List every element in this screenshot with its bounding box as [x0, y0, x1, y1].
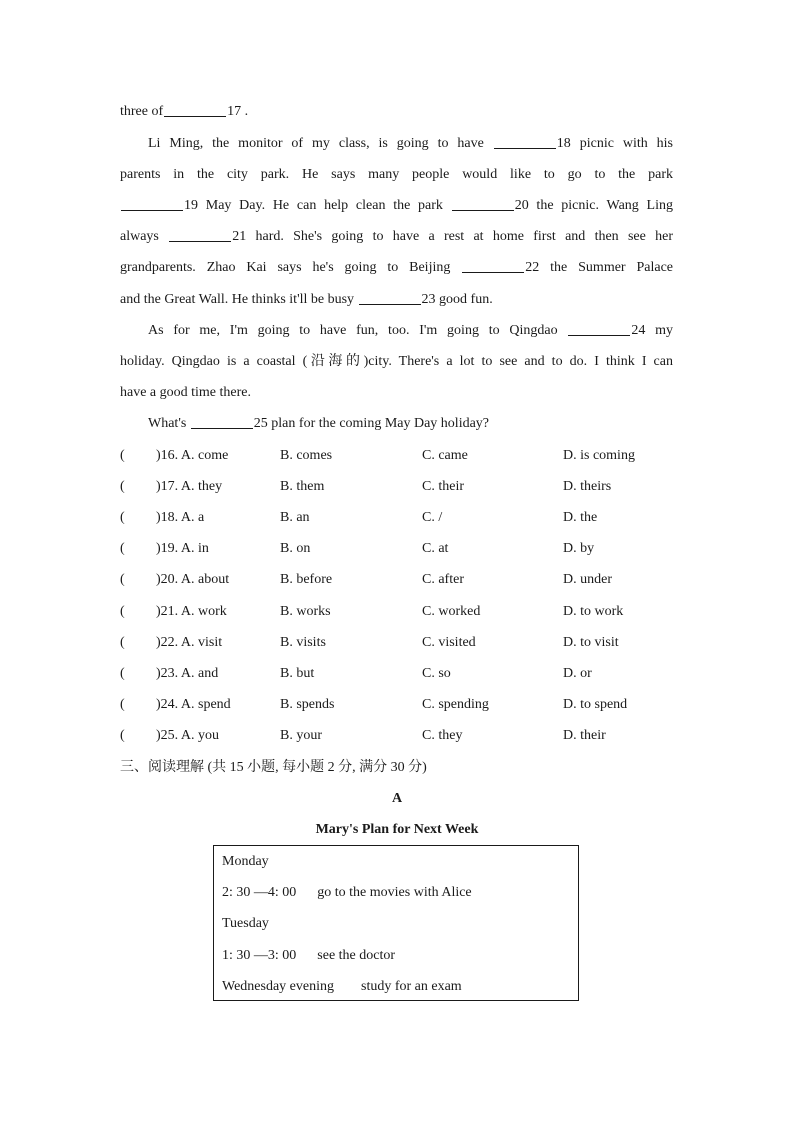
passage-text: three of [120, 104, 164, 119]
option-d: D. to work [563, 604, 624, 619]
plan-time: 1: 30 —3: 00 [222, 948, 297, 963]
plan-day: Monday [222, 854, 269, 869]
option-b: B. spends [280, 697, 335, 712]
passage-line [148, 414, 673, 434]
question-row [120, 539, 680, 559]
answer-paren: ( [120, 635, 125, 650]
passage-text: 20 the picnic. Wang Ling [514, 198, 673, 213]
option-b: B. an [280, 510, 310, 525]
question-row [120, 508, 680, 528]
option-c: C. they [422, 728, 463, 743]
option-c: C. worked [422, 604, 481, 619]
option-c: C. after [422, 572, 464, 587]
plan-event: study for an exam [361, 979, 462, 994]
question-row [120, 570, 680, 590]
option-b: B. but [280, 666, 315, 681]
plan-time: 2: 30 —4: 00 [222, 885, 297, 900]
question-row [120, 633, 680, 653]
passage-text: and the Great Wall. He thinks it'll be busy [120, 292, 355, 307]
option-c: C. / [422, 510, 443, 525]
passage-text: 19 May Day. He can help clean the park [184, 198, 443, 213]
passage-text: 17 . [227, 104, 249, 119]
option-a: )17. A. they [156, 479, 223, 494]
question-row [120, 726, 680, 746]
option-a: )23. A. and [156, 666, 219, 681]
answer-paren: ( [120, 448, 125, 463]
option-a: )16. A. come [156, 448, 229, 463]
passage-text: grandparents. Zhao Kai says he's going to Beijing [120, 260, 451, 275]
plan-title: Mary's Plan for Next Week [315, 822, 479, 837]
option-d: D. to visit [563, 635, 619, 650]
option-c: C. so [422, 666, 451, 681]
passage-line [120, 165, 673, 185]
option-a: )21. A. work [156, 604, 227, 619]
passage-line [120, 352, 673, 372]
option-a: )25. A. you [156, 728, 219, 743]
option-d: D. by [563, 541, 595, 556]
option-a: )22. A. visit [156, 635, 223, 650]
option-c: C. at [422, 541, 449, 556]
option-c: C. came [422, 448, 468, 463]
passage-text: parents in the city park. He says many people would like to go to the park [120, 167, 673, 182]
passage-text: What's [148, 416, 187, 431]
option-d: D. under [563, 572, 612, 587]
part-label: A [391, 791, 403, 806]
answer-blank [121, 196, 183, 211]
answer-blank [568, 321, 630, 336]
option-d: D. is coming [563, 448, 635, 463]
answer-blank [494, 134, 556, 149]
passage-line [148, 321, 673, 341]
option-b: B. on [280, 541, 311, 556]
passage-text: holiday. Qingdao is a coastal (沿海的)city. There's a lot to see and to do. I think I can [120, 354, 673, 369]
passage-text: 24 my [631, 323, 673, 338]
passage-line-top [120, 102, 673, 122]
passage-text: As for me, I'm going to have fun, too. I'm going to Qingdao [148, 323, 558, 338]
passage-text: 21 hard. She's going to have a rest at home first and then see her [232, 229, 674, 244]
option-a: )18. A. a [156, 510, 205, 525]
answer-blank [462, 258, 524, 273]
plan-event: see the doctor [317, 948, 396, 963]
passage-text: 25 plan for the coming May Day holiday? [253, 416, 490, 431]
option-d: D. the [563, 510, 598, 525]
plan-box [213, 845, 579, 1001]
passage-text: always [120, 229, 159, 244]
option-d: D. their [563, 728, 606, 743]
answer-paren: ( [120, 572, 125, 587]
plan-entry [222, 977, 462, 997]
passage-line [120, 258, 673, 278]
option-a: )24. A. spend [156, 697, 231, 712]
option-b: B. comes [280, 448, 333, 463]
answer-paren: ( [120, 666, 125, 681]
passage-text: have a good time there. [120, 385, 252, 400]
answer-paren: ( [120, 604, 125, 619]
option-c: C. their [422, 479, 464, 494]
option-d: D. or [563, 666, 592, 681]
answer-paren: ( [120, 541, 125, 556]
passage-text: 23 good fun. [421, 292, 493, 307]
question-row [120, 602, 680, 622]
passage-text: 18 picnic with his [556, 136, 674, 151]
option-c: C. visited [422, 635, 476, 650]
option-d: D. theirs [563, 479, 612, 494]
option-a: )19. A. in [156, 541, 209, 556]
answer-blank [191, 414, 253, 429]
plan-event: go to the movies with Alice [317, 885, 472, 900]
option-b: B. visits [280, 635, 326, 650]
answer-blank [169, 227, 231, 242]
passage-text: 22 the Summer Palace [525, 260, 674, 275]
plan-entry [222, 946, 395, 966]
option-d: D. to spend [563, 697, 628, 712]
answer-blank [452, 196, 514, 211]
question-row [120, 446, 680, 466]
option-c: C. spending [422, 697, 489, 712]
answer-paren: ( [120, 697, 125, 712]
question-row [120, 695, 680, 715]
answer-blank [164, 102, 226, 117]
answer-blank [359, 290, 421, 305]
answer-paren: ( [120, 510, 125, 525]
option-b: B. your [280, 728, 322, 743]
option-b: B. before [280, 572, 333, 587]
passage-line [148, 134, 673, 154]
passage-line [120, 290, 673, 310]
passage-text: Li Ming, the monitor of my class, is going to have [148, 136, 484, 151]
passage-line [120, 383, 673, 403]
option-b: B. works [280, 604, 331, 619]
option-a: )20. A. about [156, 572, 230, 587]
plan-day: Tuesday [222, 916, 269, 931]
section-title: 三、阅读理解 (共 15 小题, 每小题 2 分, 满分 30 分) [120, 760, 427, 775]
option-b: B. them [280, 479, 325, 494]
question-row [120, 477, 680, 497]
plan-entry [222, 883, 472, 903]
passage-line [120, 227, 673, 247]
passage-line [120, 196, 673, 216]
answer-paren: ( [120, 728, 125, 743]
answer-paren: ( [120, 479, 125, 494]
plan-day: Wednesday evening [222, 979, 334, 994]
question-row [120, 664, 680, 684]
